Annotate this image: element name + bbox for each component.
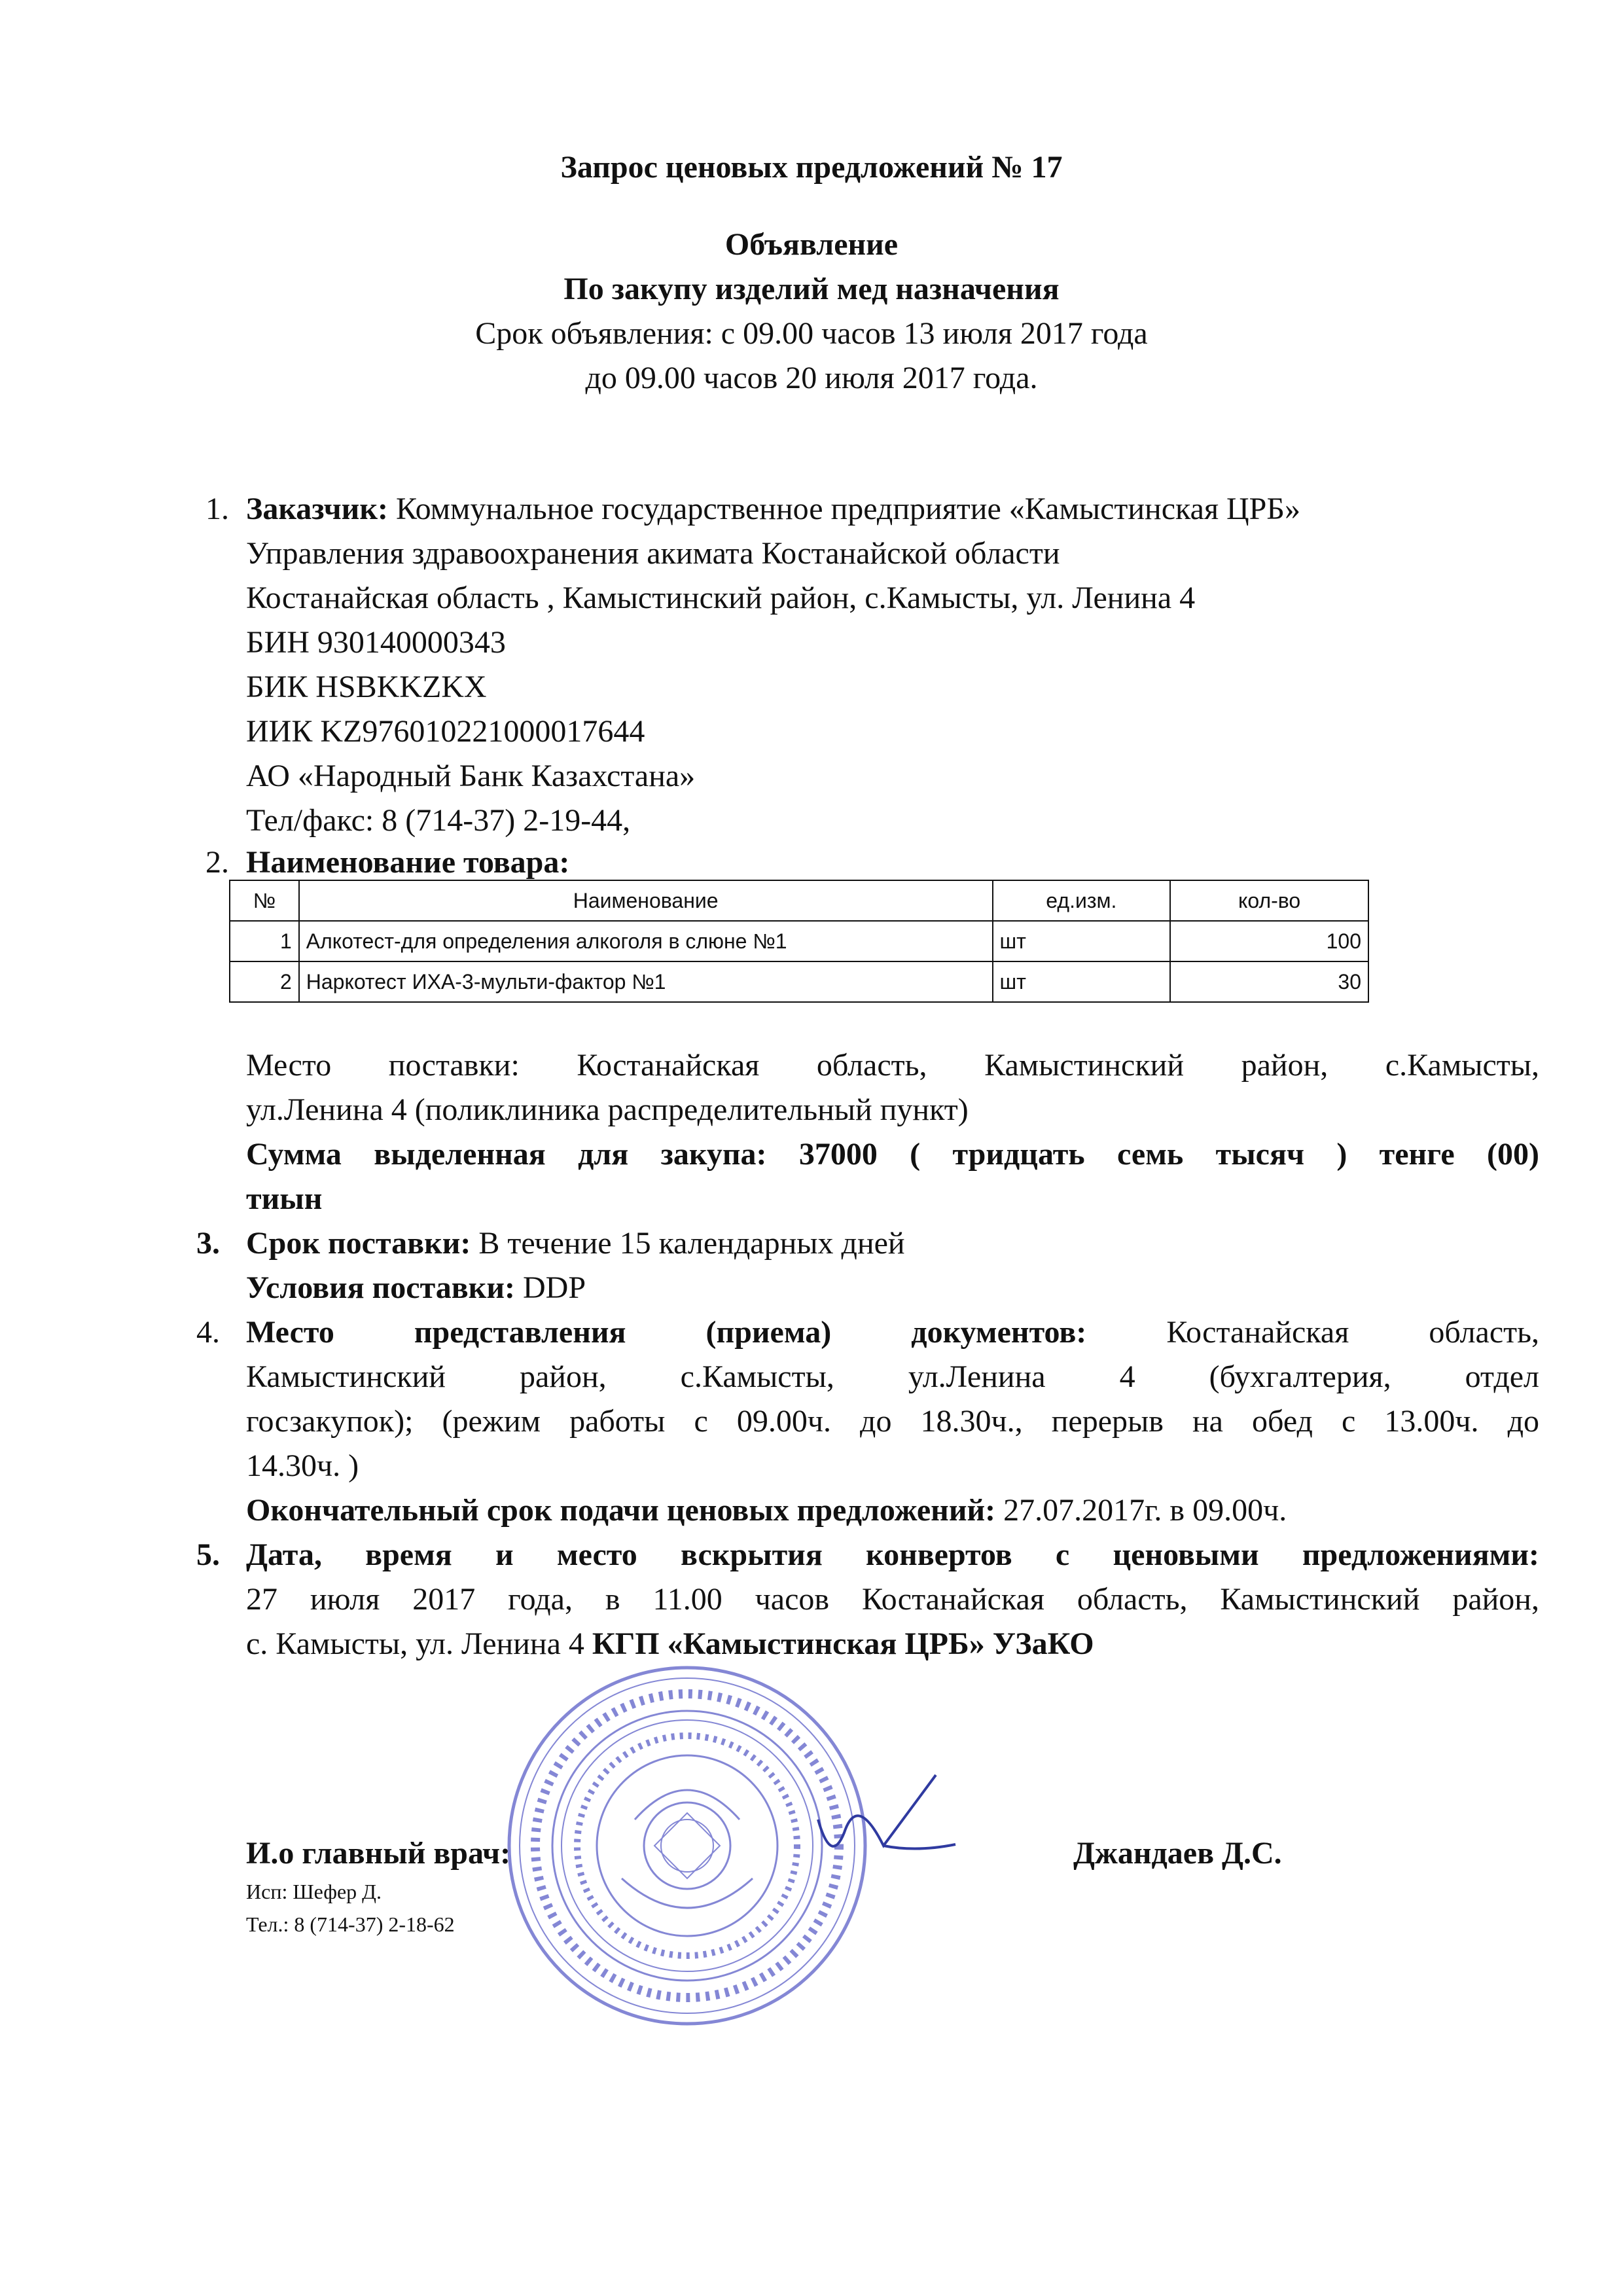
customer-line: [246, 491, 1300, 527]
row-name: Наркотест ИХА-3-мульти-фактор №1: [299, 961, 993, 1002]
delivery-term-line: [246, 1225, 905, 1261]
column-header-number: №: [230, 880, 299, 921]
opening-place: с. Камысты, ул. Ленина 4: [246, 1626, 584, 1661]
delivery-term-label: Срок поставки:: [246, 1226, 471, 1261]
customer-bank: АО «Народный Банк Казахстана»: [246, 759, 696, 793]
documents-place-line-4: 14.30ч. ): [246, 1448, 359, 1483]
executor-phone: Тел.: 8 (714-37) 2-18-62: [246, 1912, 455, 1936]
row-name: Алкотест-для определения алкоголя в слюне №1: [299, 921, 993, 961]
submission-deadline-value: 27.07.2017г. в 09.00ч.: [1003, 1493, 1287, 1528]
position-title: И.о главный врач:: [246, 1836, 511, 1871]
column-header-name: Наименование: [299, 880, 993, 921]
section-2-number: 2.: [205, 845, 229, 880]
submission-deadline-line: [246, 1492, 1287, 1528]
budget-sum-line-1: Сумма выделенная для закупа: 37000 ( тридцать семь тысяч ) тенге (00): [246, 1137, 1539, 1172]
customer-phone: Тел/факс: 8 (714-37) 2-19-44,: [246, 803, 631, 838]
customer-label: Заказчик:: [246, 492, 388, 526]
documents-place-value: Костанайская область,: [1166, 1315, 1540, 1350]
delivery-conditions-line: [246, 1270, 586, 1306]
documents-place-line-1: [246, 1314, 1539, 1350]
row-unit: шт: [993, 961, 1171, 1002]
delivery-conditions-label: Условия поставки:: [246, 1270, 515, 1305]
table-header-row: [230, 880, 1368, 921]
customer-name: Коммунальное государственное предприятие «Камыстинская ЦРБ»: [395, 492, 1300, 526]
opening-line-3: [246, 1626, 1094, 1662]
signatory-name: Джандаев Д.С.: [1073, 1836, 1282, 1871]
opening-label: Дата, время и место вскрытия конвертов с ценовыми предложениями:: [246, 1537, 1539, 1572]
row-number: 1: [230, 921, 299, 961]
purchase-purpose: По закупу изделий мед назначения: [563, 272, 1060, 306]
delivery-term-value: В течение 15 календарных дней: [478, 1226, 905, 1261]
delivery-place-line-1: Место поставки: Костанайская область, Камыстинский район, с.Камысты,: [246, 1048, 1539, 1083]
budget-sum-line-2: тиын: [246, 1181, 323, 1216]
executor-name: Исп: Шефер Д.: [246, 1880, 382, 1903]
goods-table: [229, 880, 1369, 1003]
documents-place-line-3: госзакупок); (режим работы с 09.00ч. до 18.30ч., перерыв на обед с 13.00ч. до: [246, 1404, 1539, 1439]
section-3-number: 3.: [196, 1226, 220, 1261]
opening-line-2: 27 июля 2017 года, в 11.00 часов Костанайская область, Камыстинский район,: [246, 1582, 1539, 1617]
goods-label: Наименование товара:: [246, 845, 570, 880]
delivery-conditions-value: DDP: [522, 1270, 586, 1305]
announcement-period-end: до 09.00 часов 20 июля 2017 года.: [585, 361, 1038, 395]
request-title: Запрос ценовых предложений № 17: [560, 150, 1063, 185]
table-row: [230, 961, 1368, 1002]
row-quantity: 100: [1170, 921, 1368, 961]
announcement-period-start: Срок объявления: с 09.00 часов 13 июля 2017 года: [475, 316, 1148, 351]
signature-mark: [805, 1767, 962, 1872]
row-unit: шт: [993, 921, 1171, 961]
customer-bik: БИК HSBKKZKX: [246, 670, 487, 704]
column-header-quantity: кол-во: [1170, 880, 1368, 921]
documents-place-line-2: Камыстинский район, с.Камысты, ул.Ленина 4 (бухгалтерия, отдел: [246, 1359, 1539, 1394]
column-header-unit: ед.изм.: [993, 880, 1171, 921]
section-1-number: 1.: [205, 492, 229, 526]
row-number: 2: [230, 961, 299, 1002]
documents-place-label: Место представления (приема) документов:: [246, 1315, 1087, 1350]
section-4-number: 4.: [196, 1315, 220, 1350]
customer-department: Управления здравоохранения акимата Костанайской области: [246, 536, 1060, 571]
announcement-title: Объявление: [724, 227, 899, 262]
submission-deadline-label: Окончательный срок подачи ценовых предложений:: [246, 1493, 996, 1528]
customer-iik: ИИК KZ976010221000017644: [246, 714, 645, 749]
customer-bin: БИН 930140000343: [246, 625, 506, 660]
customer-address: Костанайская область , Камыстинский район, с.Камысты, ул. Ленина 4: [246, 581, 1196, 615]
delivery-place-line-2: ул.Ленина 4 (поликлиника распределительный пункт): [246, 1092, 969, 1127]
section-5-number: 5.: [196, 1537, 220, 1572]
table-row: [230, 921, 1368, 961]
opening-organization: КГП «Камыстинская ЦРБ» УЗаКО: [592, 1626, 1094, 1661]
row-quantity: 30: [1170, 961, 1368, 1002]
